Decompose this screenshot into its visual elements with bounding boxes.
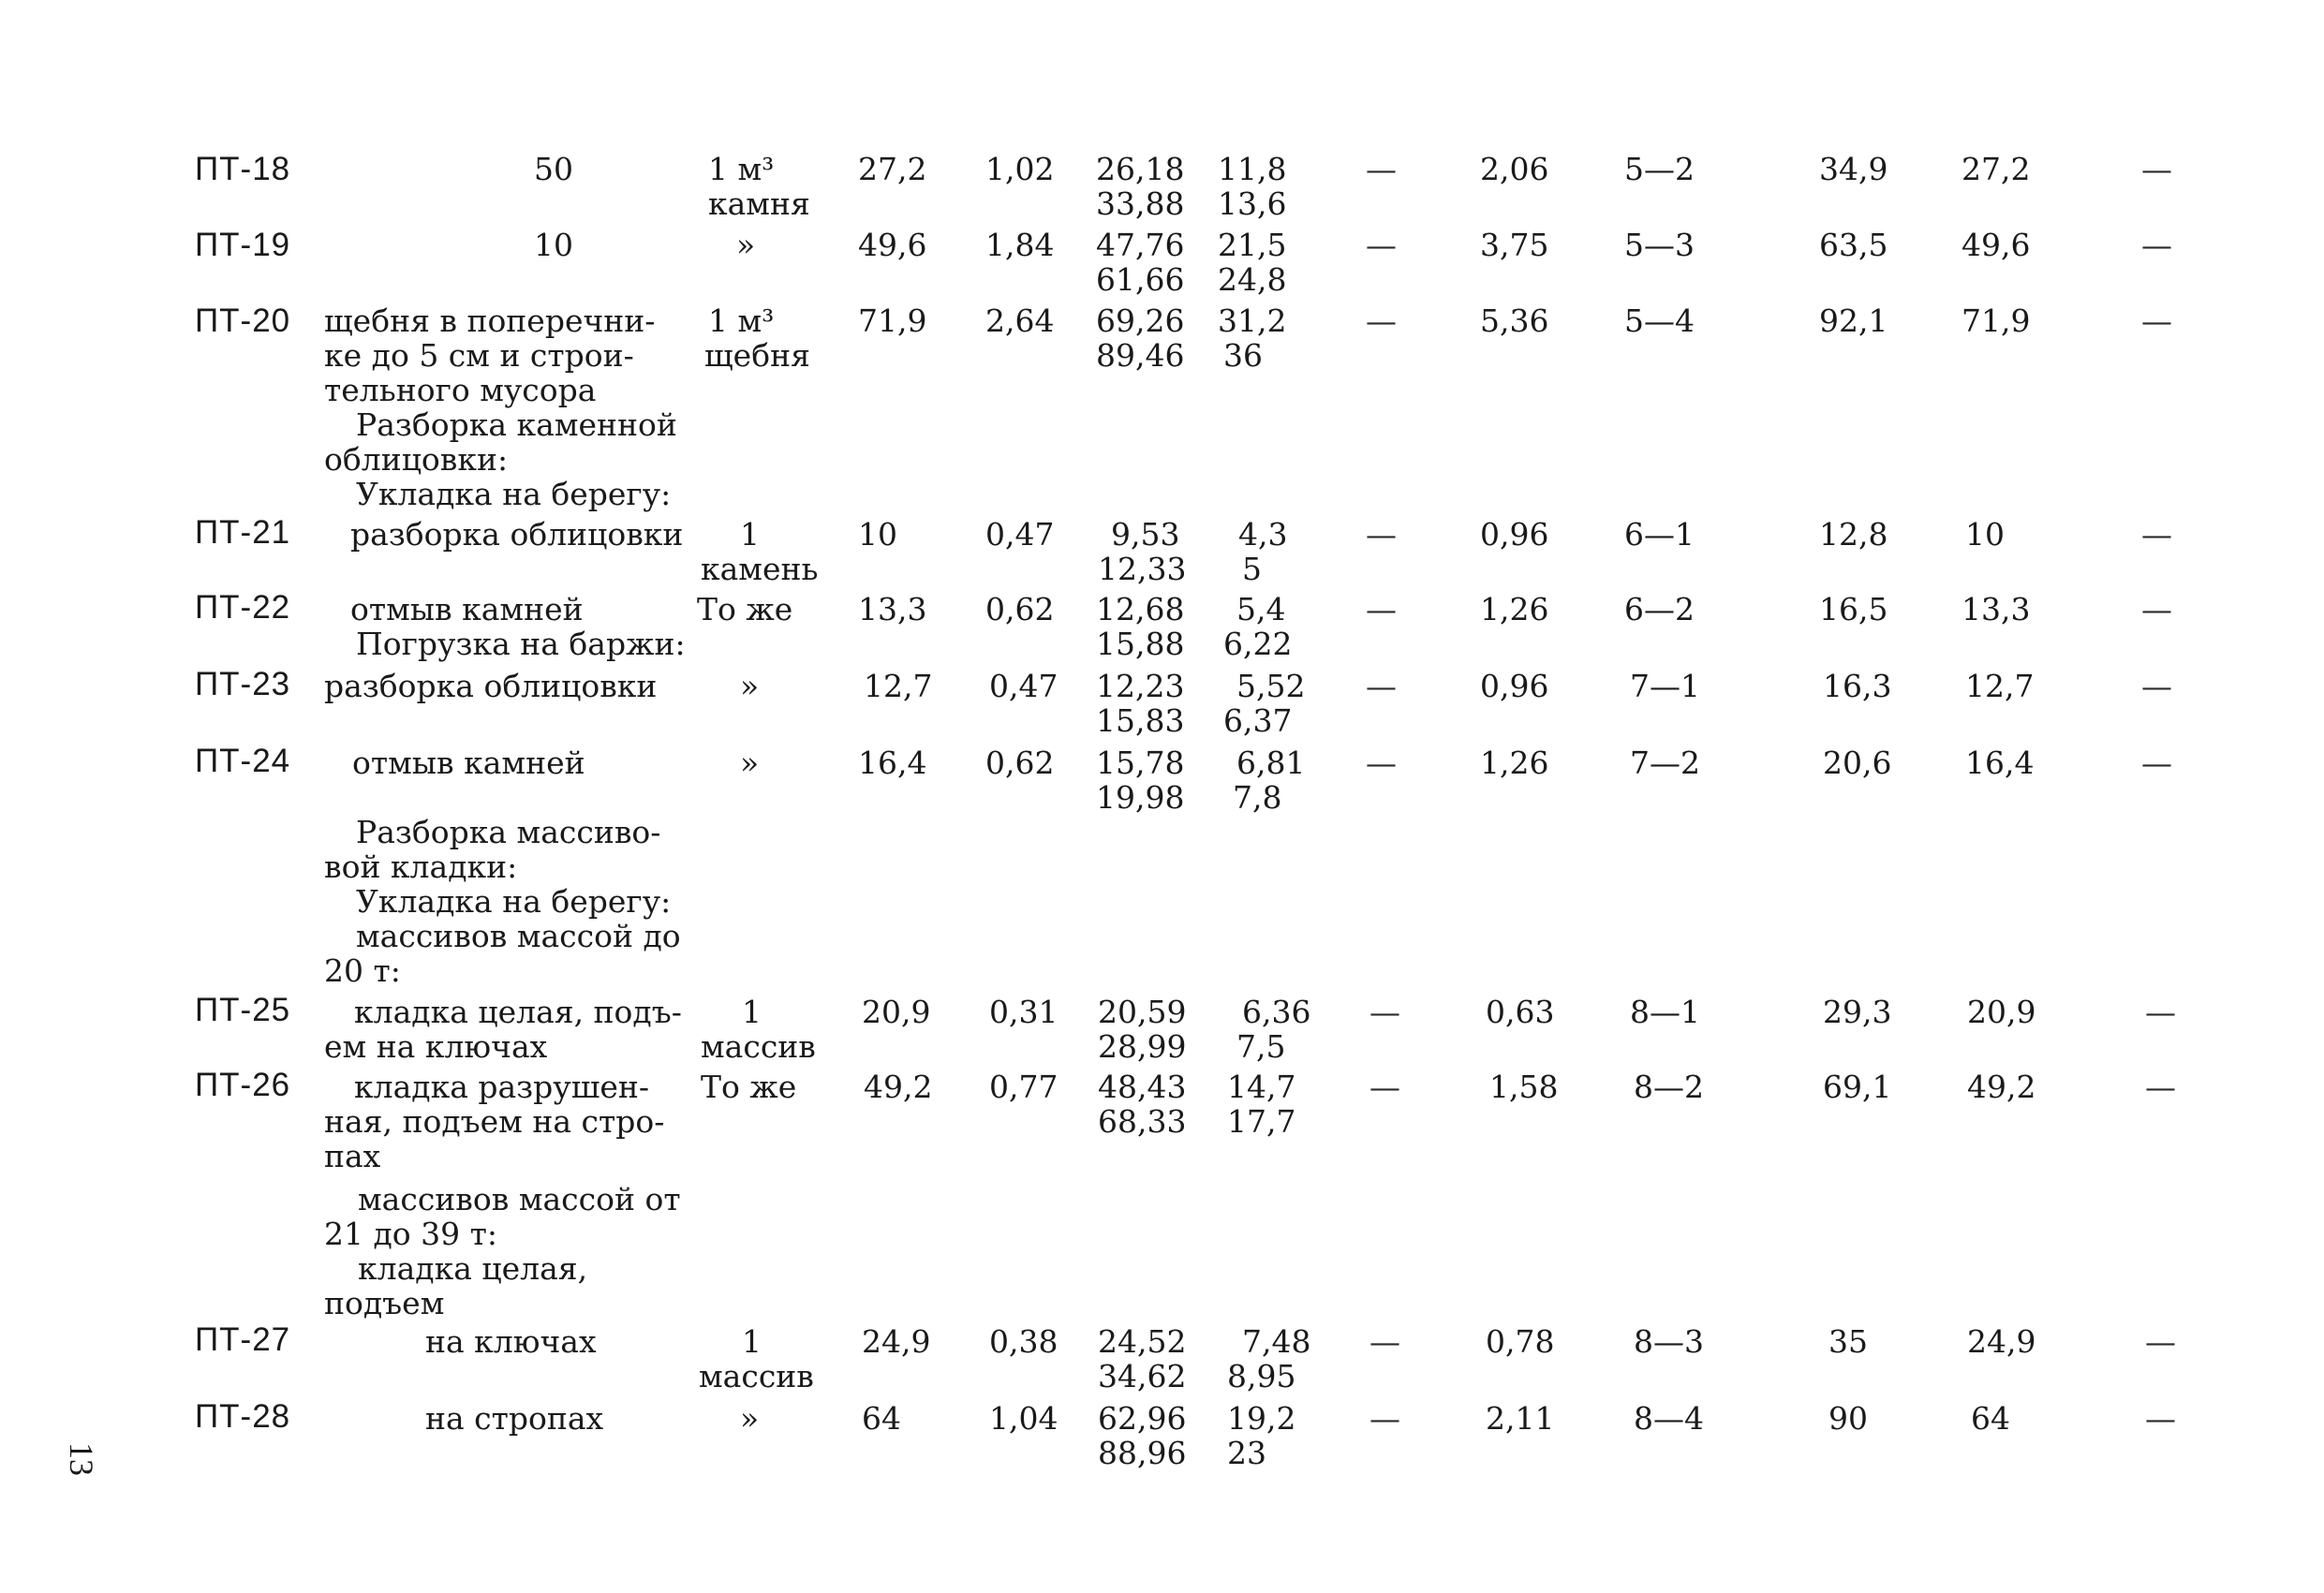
cell-c4b: 6,37 [1223,702,1293,739]
cell-c3a: 26,18 [1096,151,1185,187]
cell-c9: 12,7 [1965,668,2035,704]
cell-c7: 6—2 [1624,591,1695,627]
row-description: на ключах [425,1323,597,1360]
row-unit: » [736,227,756,263]
cell-c2: 0,38 [989,1323,1058,1360]
cell-c5: — [1366,591,1397,627]
cell-c3a: 24,52 [1098,1323,1187,1360]
row-unit: 1 м³ [708,302,775,339]
row-description: ная, подъем на стро- [324,1103,665,1140]
cell-c3a: 15,78 [1096,745,1185,781]
cell-c1: 49,6 [858,227,927,263]
row-unit: камень [701,551,819,587]
cell-c9: 13,3 [1961,591,2031,627]
cell-c10: — [2141,516,2172,553]
cell-c5: — [1366,516,1397,553]
row-unit: » [740,668,760,704]
cell-c4b: 8,95 [1227,1358,1296,1394]
cell-c1: 20,9 [862,994,931,1030]
cell-c9: 20,9 [1967,994,2036,1030]
row-code: ПТ-22 [195,589,291,626]
cell-c2: 0,31 [989,994,1058,1030]
cell-c4a: 6,81 [1236,745,1306,781]
cell-c3b: 88,96 [1098,1435,1187,1471]
cell-c1: 24,9 [862,1323,931,1360]
cell-c1: 49,2 [864,1069,933,1105]
cell-c4a: 31,2 [1218,302,1287,339]
row-unit: » [740,1400,760,1437]
cell-c2: 0,62 [985,745,1055,781]
cell-c6: 0,96 [1480,516,1549,553]
cell-c9: 64 [1971,1400,2010,1437]
cell-c5: — [1366,745,1397,781]
cell-c1: 16,4 [858,745,927,781]
row-unit: 1 [742,1323,762,1360]
row-description: тельного мусора [324,372,597,408]
cell-c5: — [1369,1323,1400,1360]
cell-c3a: 12,23 [1096,668,1185,704]
cell-c8: 12,8 [1819,516,1888,553]
cell-c4a: 19,2 [1227,1400,1296,1437]
section-heading: Разборка массиво- [356,814,661,850]
cell-c3a: 62,96 [1098,1400,1187,1437]
cell-c6: 5,36 [1480,302,1549,339]
cell-c1: 10 [858,516,897,553]
cell-c6: 0,63 [1486,994,1555,1030]
row-code: ПТ-24 [195,743,291,779]
row-description: пах [324,1138,381,1174]
cell-c4b: 5 [1242,551,1262,587]
cell-c4a: 11,8 [1218,151,1287,187]
row-code: ПТ-21 [195,514,291,551]
cell-c10: — [2145,1323,2176,1360]
cell-c9: 27,2 [1961,151,2031,187]
cell-c7: 7—1 [1630,668,1700,704]
cell-c4b: 6,22 [1223,626,1293,662]
row-description: 10 [534,227,573,263]
cell-c7: 7—2 [1630,745,1700,781]
cell-c6: 0,96 [1480,668,1549,704]
cell-c8: 35 [1828,1323,1868,1360]
cell-c3b: 15,88 [1096,626,1185,662]
subsection-heading: массивов массой до [356,918,681,954]
cell-c4a: 5,52 [1236,668,1306,704]
cell-c5: — [1366,668,1397,704]
cell-c4a: 4,3 [1238,516,1288,553]
row-unit: массив [701,1028,816,1065]
cell-c10: — [2145,1400,2176,1437]
cell-c3a: 48,43 [1098,1069,1187,1105]
cell-c6: 3,75 [1480,227,1549,263]
cell-c2: 1,84 [985,227,1055,263]
cell-c3b: 34,62 [1098,1358,1187,1394]
cell-c9: 16,4 [1965,745,2035,781]
cell-c5: — [1366,302,1397,339]
cell-c1: 12,7 [864,668,933,704]
cell-c7: 5—3 [1624,227,1695,263]
row-code: ПТ-23 [195,666,291,702]
section-heading: Разборка каменной [356,406,677,443]
cell-c2: 0,47 [985,516,1055,553]
cell-c10: — [2141,745,2172,781]
subsection-heading: 21 до 39 т: [324,1216,498,1252]
cell-c3b: 12,33 [1098,551,1187,587]
cell-c3b: 68,33 [1098,1103,1187,1140]
section-heading: вой кладки: [324,848,518,885]
cell-c4b: 7,8 [1233,779,1282,816]
cell-c1: 13,3 [858,591,927,627]
row-code: ПТ-20 [195,302,291,339]
cell-c6: 0,78 [1486,1323,1555,1360]
row-description: 50 [534,151,573,187]
row-description: щебня в поперечни- [324,302,656,339]
cell-c10: — [2145,1069,2176,1105]
cell-c3b: 89,46 [1096,337,1185,374]
cell-c3b: 15,83 [1096,702,1185,739]
row-description: отмыв камней [350,591,584,627]
cell-c4b: 24,8 [1218,261,1287,298]
cell-c2: 1,02 [985,151,1055,187]
cell-c3b: 19,98 [1096,779,1185,816]
cell-c1: 71,9 [858,302,927,339]
cell-c9: 49,6 [1961,227,2031,263]
cell-c4a: 14,7 [1227,1069,1296,1105]
row-description: отмыв камней [352,745,585,781]
cell-c6: 1,58 [1489,1069,1559,1105]
row-code: ПТ-28 [195,1398,291,1435]
row-description: ке до 5 см и строи- [324,337,634,374]
cell-c2: 2,64 [985,302,1055,339]
section-heading: облицовки: [324,441,509,478]
cell-c4b: 36 [1223,337,1263,374]
row-unit: щебня [704,337,810,374]
row-unit: » [740,745,760,781]
cell-c4b: 7,5 [1236,1028,1286,1065]
cell-c2: 0,47 [989,668,1058,704]
cell-c8: 63,5 [1819,227,1888,263]
subsection-heading: Погрузка на баржи: [356,626,686,662]
row-code: ПТ-27 [195,1321,291,1358]
cell-c10: — [2141,227,2172,263]
row-description: разборка облицовки [350,516,684,553]
row-unit: То же [697,591,793,627]
row-unit: То же [701,1069,797,1105]
cell-c9: 24,9 [1967,1323,2036,1360]
cell-c10: — [2141,151,2172,187]
cell-c3a: 69,26 [1096,302,1185,339]
row-code: ПТ-25 [195,992,291,1028]
cell-c8: 29,3 [1823,994,1892,1030]
cell-c3a: 12,68 [1096,591,1185,627]
subsection-heading: 20 т: [324,952,401,989]
cell-c6: 2,11 [1486,1400,1555,1437]
cell-c4a: 5,4 [1236,591,1286,627]
cell-c9: 71,9 [1961,302,2031,339]
cell-c3a: 9,53 [1111,516,1180,553]
cell-c3b: 33,88 [1096,185,1185,222]
cell-c4a: 6,36 [1242,994,1311,1030]
row-unit: массив [699,1358,814,1394]
row-unit: 1 м³ [708,151,775,187]
cell-c8: 34,9 [1819,151,1888,187]
cell-c5: — [1366,151,1397,187]
cell-c7: 8—4 [1634,1400,1704,1437]
cell-c10: — [2141,591,2172,627]
row-description: разборка облицовки [324,668,658,704]
cell-c1: 64 [862,1400,901,1437]
cell-c3b: 28,99 [1098,1028,1187,1065]
cell-c8: 16,5 [1819,591,1888,627]
row-description: кладка разрушен- [354,1069,650,1105]
cell-c6: 1,26 [1480,745,1549,781]
cell-c4b: 17,7 [1227,1103,1296,1140]
cell-c4a: 21,5 [1218,227,1287,263]
cell-c9: 10 [1965,516,2005,553]
subsection-heading: подъем [324,1285,445,1321]
subsection-heading: массивов массой от [358,1181,681,1217]
cell-c7: 8—3 [1634,1323,1704,1360]
cell-c4b: 13,6 [1218,185,1287,222]
cell-c7: 8—1 [1630,994,1700,1030]
row-description: кладка целая, подъ- [354,994,682,1030]
subsection-heading: кладка целая, [358,1250,588,1287]
cell-c7: 5—4 [1624,302,1695,339]
row-unit: 1 [740,516,760,553]
cell-c4a: 7,48 [1242,1323,1311,1360]
row-description: ем на ключах [324,1028,548,1065]
row-code: ПТ-19 [195,227,291,263]
cell-c5: — [1369,1400,1400,1437]
cell-c8: 16,3 [1823,668,1892,704]
cell-c2: 0,62 [985,591,1055,627]
cell-c7: 6—1 [1624,516,1695,553]
cell-c5: — [1369,994,1400,1030]
cell-c8: 20,6 [1823,745,1892,781]
cell-c9: 49,2 [1967,1069,2036,1105]
subsection-heading: Укладка на берегу: [356,476,672,512]
subsection-heading: Укладка на берегу: [356,883,672,920]
cell-c4b: 23 [1227,1435,1266,1471]
cell-c5: — [1369,1069,1400,1105]
cell-c3a: 47,76 [1096,227,1185,263]
cell-c7: 8—2 [1634,1069,1704,1105]
cell-c3a: 20,59 [1098,994,1187,1030]
row-unit: камня [708,185,810,222]
cell-c5: — [1366,227,1397,263]
cell-c3b: 61,66 [1096,261,1185,298]
cell-c2: 0,77 [989,1069,1058,1105]
cell-c6: 1,26 [1480,591,1549,627]
cell-c10: — [2141,302,2172,339]
cell-c7: 5—2 [1624,151,1695,187]
row-code: ПТ-18 [195,151,291,187]
cell-c8: 90 [1828,1400,1868,1437]
cell-c10: — [2141,668,2172,704]
row-code: ПТ-26 [195,1067,291,1103]
cell-c10: — [2145,994,2176,1030]
cell-c2: 1,04 [989,1400,1058,1437]
page-number: 13 [63,1442,100,1476]
row-unit: 1 [742,994,762,1030]
cell-c6: 2,06 [1480,151,1549,187]
cell-c8: 69,1 [1823,1069,1892,1105]
row-description: на стропах [425,1400,604,1437]
cell-c1: 27,2 [858,151,927,187]
cell-c8: 92,1 [1819,302,1888,339]
